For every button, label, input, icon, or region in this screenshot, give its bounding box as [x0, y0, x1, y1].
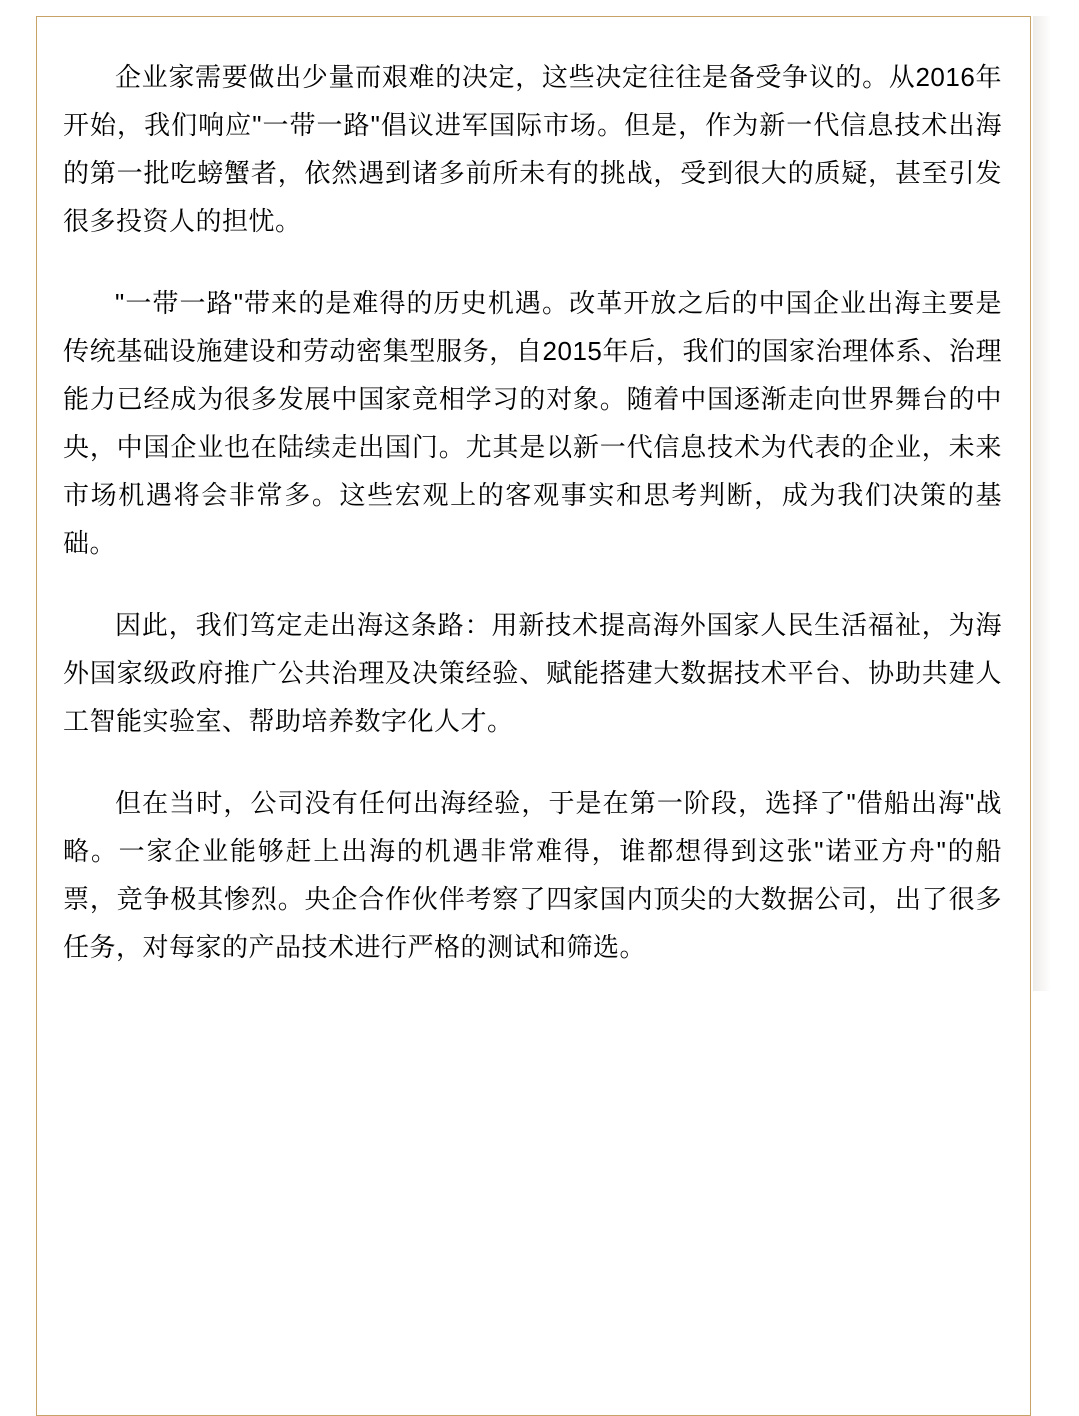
paragraph-belt-and-road-opportunity: "一带一路"带来的是难得的历史机遇。改革开放之后的中国企业出海主要是传统基础设施建设和劳动密集型服务，自2015年后，我们的国家治理体系、治理能力已经成为很多发展中国家竞相学习的对象。随着中国逐渐走向世界舞台的中央，中国企业也在陆续走出国门。尤其是以新一代信息技术为代表的企业，未来市场机遇将会非常多。这些宏观上的客观事实和思考判断，成为我们决策的基础。	[63, 288, 1002, 558]
paragraph-overseas-strategy: 因此，我们笃定走出海这条路：用新技术提高海外国家人民生活福祉，为海外国家级政府推广公共治理及决策经验、赋能搭建大数据技术平台、协助共建人工智能实验室、帮助培养数字化人才。	[63, 610, 1002, 736]
page-edge-shadow	[1033, 16, 1051, 991]
paragraph-borrowed-boat: 但在当时，公司没有任何出海经验，于是在第一阶段，选择了"借船出海"战略。一家企业能够赶上出海的机遇非常难得，谁都想得到这张"诺亚方舟"的船票，竞争极其惨烈。央企合作伙伴考察了四家国内顶尖的大数据公司，出了很多任务，对每家的产品技术进行严格的测试和筛选。	[63, 788, 1002, 962]
article-container	[36, 16, 1031, 1416]
paragraph-entrepreneur-decisions: 企业家需要做出少量而艰难的决定，这些决定往往是备受争议的。从2016年开始，我们响应"一带一路"倡议进军国际市场。但是，作为新一代信息技术出海的第一批吃螃蟹者，依然遇到诸多前所未有的挑战，受到很大的质疑，甚至引发很多投资人的担忧。	[63, 62, 1002, 236]
